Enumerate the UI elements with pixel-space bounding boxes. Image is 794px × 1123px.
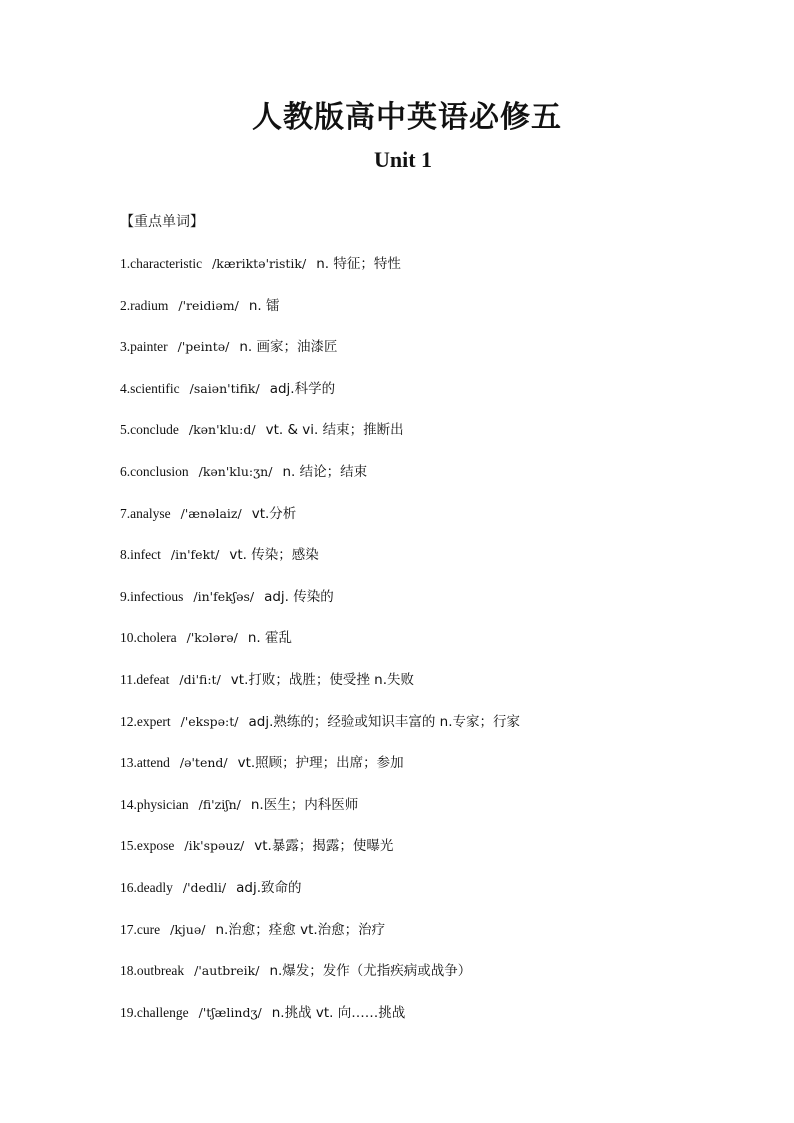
vocab-entry — [120, 795, 520, 837]
vocab-entry — [120, 504, 520, 546]
vocab-definition: adj. 传染的 — [264, 588, 334, 605]
vocab-entry — [120, 628, 520, 670]
vocab-definition: vt. 传染；感染 — [229, 547, 319, 564]
vocab-definition: adj.致命的 — [236, 879, 302, 896]
vocab-phonetic: /'autbreik/ — [194, 963, 260, 979]
vocab-definition: n.治愈；痊愈 vt.治愈；治疗 — [215, 921, 386, 938]
vocab-term: 19.challenge — [120, 1004, 189, 1020]
vocab-definition: n. 霍乱 — [247, 630, 292, 647]
vocab-definition: vt.暴露；揭露；使曝光 — [254, 838, 394, 855]
vocab-entry — [120, 254, 520, 296]
vocab-term: 5.conclude — [120, 422, 179, 438]
vocab-definition: vt.分析 — [251, 505, 297, 522]
vocab-phonetic: /kən'klu:ʒn/ — [198, 463, 273, 479]
document-title: 人教版高中英语必修五 — [252, 100, 562, 135]
vocab-entry — [120, 296, 520, 338]
vocab-term: 6.conclusion — [120, 463, 189, 479]
vocab-definition: n.爆发；发作（尤指疾病或战争） — [269, 963, 472, 980]
vocab-entry — [120, 545, 520, 587]
vocab-definition: n.挑战 vt. 向……挑战 — [271, 1004, 406, 1021]
vocab-phonetic: /ə'tend/ — [179, 755, 228, 771]
vocab-entry — [120, 836, 520, 878]
vocab-term: 11.defeat — [120, 671, 170, 687]
vocab-entry — [120, 462, 520, 504]
vocab-phonetic: /'peintə/ — [177, 339, 230, 355]
vocab-phonetic: /ik'spəuz/ — [184, 838, 245, 854]
vocab-term: 13.attend — [120, 755, 170, 771]
vocab-term: 18.outbreak — [120, 963, 185, 979]
vocab-definition: n.医生；内科医师 — [250, 796, 359, 813]
vocab-term: 7.analyse — [120, 505, 171, 521]
vocab-definition: n. 镭 — [248, 297, 280, 314]
vocab-term: 9.infectious — [120, 588, 184, 604]
vocab-term: 14.physician — [120, 796, 189, 812]
vocab-phonetic: /in'fekt/ — [170, 547, 220, 563]
section-heading: 【重点单词】 — [120, 214, 204, 230]
vocab-phonetic: /'ænəlaiz/ — [180, 505, 242, 521]
vocab-term: 4.scientific — [120, 380, 180, 396]
vocab-entry — [120, 961, 520, 1003]
vocab-term: 17.cure — [120, 921, 161, 937]
vocab-entry — [120, 1003, 520, 1045]
vocab-entry — [120, 712, 520, 754]
vocab-term: 16.deadly — [120, 879, 173, 895]
vocab-term: 12.expert — [120, 713, 171, 729]
vocab-phonetic: /saiən'tifik/ — [189, 380, 260, 396]
vocab-definition: adj.科学的 — [269, 380, 336, 397]
vocab-phonetic: /'ekspə:t/ — [180, 713, 239, 729]
vocab-phonetic: /fi'ziʃn/ — [198, 796, 241, 812]
vocab-phonetic: /'tʃælindʒ/ — [198, 1004, 262, 1020]
vocab-term: 2.radium — [120, 297, 169, 313]
vocab-phonetic: /'dedli/ — [182, 879, 227, 895]
vocab-entry — [120, 670, 520, 712]
vocab-term: 3.painter — [120, 339, 168, 355]
vocab-definition: n. 特征；特性 — [316, 256, 401, 272]
vocab-phonetic: /'reidiəm/ — [178, 297, 239, 313]
vocab-entry — [120, 753, 520, 795]
vocab-phonetic: /kjuə/ — [170, 921, 206, 937]
vocab-entry — [120, 920, 520, 962]
vocabulary-list — [120, 254, 520, 1044]
vocab-definition: n. 画家；油漆匠 — [239, 339, 338, 356]
vocab-entry — [120, 337, 520, 379]
vocab-definition: vt.打败；战胜；使受挫 n.失败 — [230, 671, 415, 688]
vocab-term: 8.infect — [120, 547, 161, 563]
vocab-entry — [120, 379, 520, 421]
unit-heading: Unit 1 — [373, 147, 433, 172]
vocab-phonetic: /'kɔlərə/ — [186, 630, 238, 646]
vocab-entry — [120, 878, 520, 920]
vocab-phonetic: /kən'klu:d/ — [188, 422, 256, 438]
vocab-definition: vt.照顾；护理；出席；参加 — [237, 755, 404, 772]
vocab-phonetic: /di'fi:t/ — [179, 671, 221, 687]
vocab-term: 1.characteristic — [120, 256, 203, 271]
vocab-phonetic: /kæriktə'ristik/ — [212, 256, 307, 271]
vocab-entry — [120, 420, 520, 462]
vocab-definition: n. 结论；结束 — [282, 463, 368, 480]
vocab-entry — [120, 587, 520, 629]
vocab-term: 15.expose — [120, 838, 175, 854]
vocab-definition: adj.熟练的；经验或知识丰富的 n.专家；行家 — [248, 713, 521, 730]
vocab-definition: vt. & vi. 结束；推断出 — [265, 422, 404, 439]
vocab-phonetic: /in'fekʃəs/ — [193, 588, 255, 604]
vocab-term: 10.cholera — [120, 630, 177, 646]
